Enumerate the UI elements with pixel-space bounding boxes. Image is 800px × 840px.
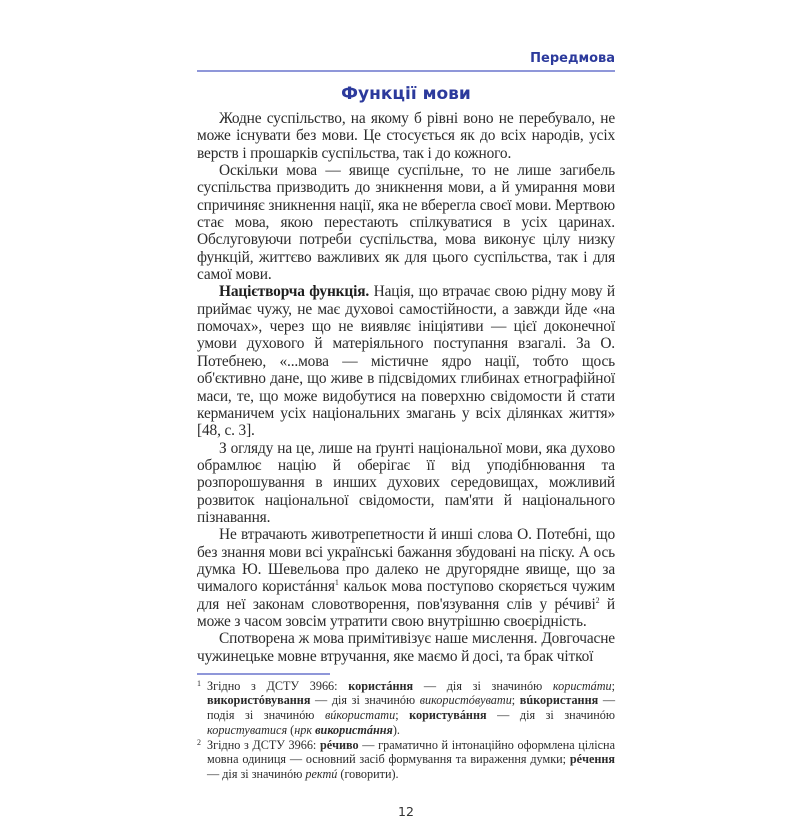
paragraph-text: Нація, що втрачає свою рідну мову й приймає чужу, не має духовоі самостійности, а завжди йде «на помочах», через що не виявляє ініціятиви — цієї доконечної умови духового й матеріяльного поступання взагалі. За О. Потебнею, «...мова — містичне ядро нації, тобто щось об'єктивно дане, що живе в підсвідомих глибинах етнографійної маси, те, що може видобутися на поверхню свідомости й стати керманичем усіх національних змагань у всіх ділянках життя» [48, с. 3]. [197,283,615,440]
paragraph [197,526,615,630]
footnote [197,679,615,738]
paragraph-text: кальок мова поступово скоряється чужим для неї законам словотворення, пов'язування слів у рéчиві [197,578,615,613]
page-number: 12 [398,804,414,820]
paragraph: З огляду на це, лише на ґрунті національної мови, яка духово обрамлює націю й оберігає її від уподібнювання та розпорошування в инших духових середовищах, можливий розвиток національної свідомости, пам'яти й національного пізнавання. [197,439,615,526]
paragraph-text: й може з часом зовсім утратити свою внутрішню своєрідність. [197,595,615,630]
footnote-number: 1 [197,678,201,688]
footnote-rule [197,673,330,675]
footnote-ref-1[interactable]: 1 [334,578,339,588]
paragraph: Жодне суспільство, на якому б рівні воно не перебувало, не може існувати без мови. Це стосується як до всіх народів, усіх верств і прошарків суспільства, так і до кожного. [197,110,615,162]
book-page [197,0,615,840]
header-rule [197,70,615,72]
section-title: Функції мови [341,84,471,104]
footnote-text: Згідно з ДСТУ 3966: користáння — дія зі значинóю користáти; використóвування — дія зі значинóю використóвувати; вúкористання — подія зі значинóю вúкористати; користувáння — дія зі значинóю користуватися (нрк використáння). [207,678,615,737]
footnote-ref-2[interactable]: 2 [595,595,600,605]
footnote-number: 2 [197,737,201,747]
paragraph: Спотворена ж мова примітивізує наше мислення. Довгочасне чужинецьке мовне втручання, яке маємо й досі, та брак чіткої [197,630,615,665]
footnote [197,738,615,782]
footnote-text: Згідно з ДСТУ 3966: рéчиво — граматично й інтонаційно оформлена цілісна мовна одиниця — основний засіб формування та вираження думки; рéчення — дія зі значинóю ректú (говорити). [207,737,615,782]
running-head: Передмова [530,51,615,66]
paragraph-text: Не втрачають животрепетности й инші слова О. Потебні, що без знання мови всі українські бажання збудовані на піску. А ось думка Ю. Шевельова про далеко не другорядне явище, що за чималого користáння [197,526,615,596]
paragraph: Оскільки мова — явище суспільне, то не лише загибель суспільства призводить до зникнення мови, а й умирання мови спричиняє зникнення нації, яка не вберегла своєї мови. Мертвою стає мова, якою перестають спілкуватися в усіх царинах. Обслуговуючи потреби суспільства, мова виконує цілу низку функцій, життєво важливих як для цього суспільства, так і для самої мови. [197,162,615,284]
body-text [197,110,615,665]
paragraph-lead: Націєтворча функція. [219,283,370,301]
paragraph [197,283,615,439]
footnotes [197,679,615,783]
